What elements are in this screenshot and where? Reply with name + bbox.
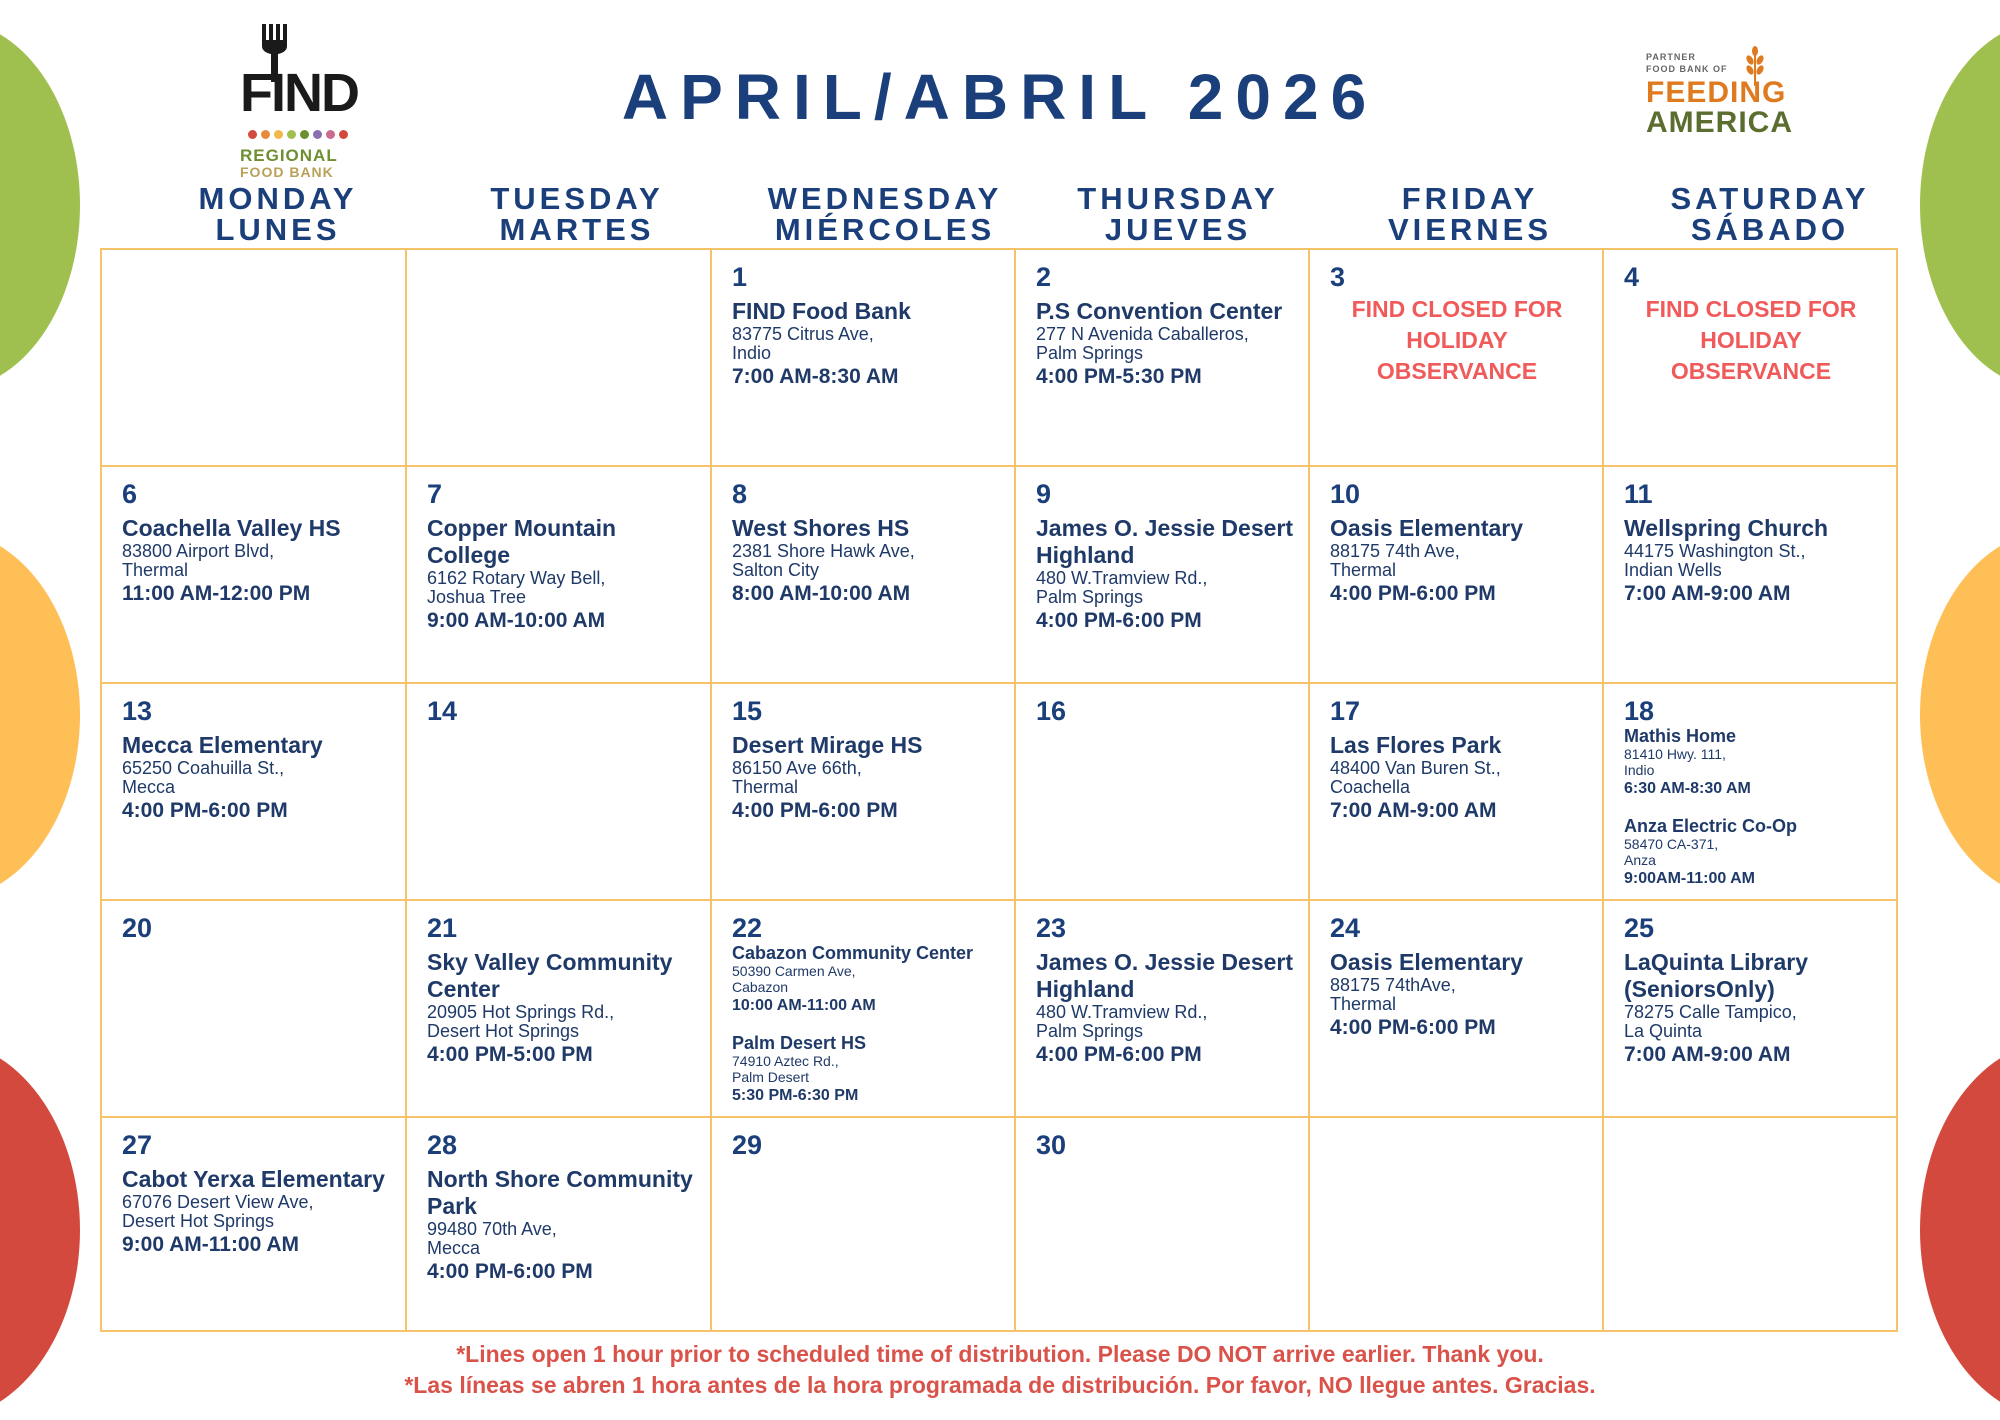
calendar-day-cell: [710, 1116, 1016, 1332]
distribution-event: [732, 732, 1002, 824]
event-address: 74910 Aztec Rd.,: [732, 1053, 839, 1069]
event-address: 58470 CA-371,: [1624, 836, 1719, 852]
day-header-en: WEDNESDAY: [767, 181, 1003, 216]
event-time: 9:00 AM-10:00 AM: [427, 609, 606, 632]
event-city: Thermal: [1330, 560, 1397, 580]
event-city: Thermal: [1330, 994, 1397, 1014]
calendar-day-cell: [710, 248, 1016, 467]
day-number: 4: [1624, 262, 1640, 292]
day-number: 24: [1330, 913, 1361, 943]
day-number: 17: [1330, 696, 1361, 726]
fa-partner-text: PARTNER: [1646, 52, 1696, 62]
calendar-day-cell: [100, 1116, 407, 1332]
calendar-day-cell: [405, 465, 712, 684]
distribution-event: [1330, 515, 1590, 607]
closed-notice-line: OBSERVANCE: [1670, 358, 1832, 384]
calendar-day-cell: [1602, 899, 1898, 1118]
calendar-day-cell: [1602, 248, 1898, 467]
distribution-event: [1624, 726, 1884, 800]
day-header-tuesday: [477, 183, 677, 245]
event-location-name: Cabazon Community Center: [732, 943, 974, 963]
event-location-name: West Shores HS: [732, 515, 910, 541]
day-header-thursday: [1058, 183, 1298, 245]
event-location-name: Las Flores Park: [1330, 732, 1502, 758]
event-time: 4:00 PM-5:00 PM: [427, 1043, 593, 1066]
distribution-event: [1330, 732, 1590, 824]
day-number: 28: [427, 1130, 458, 1160]
distribution-event: [1624, 515, 1884, 607]
event-address: 83775 Citrus Ave,: [732, 324, 874, 344]
calendar-day-cell: [1014, 899, 1310, 1118]
calendar-day-cell: [1014, 682, 1310, 901]
day-header-es: JUEVES: [1104, 212, 1252, 247]
closed-notice-line: HOLIDAY: [1406, 327, 1508, 353]
event-time: 4:00 PM-5:30 PM: [1036, 365, 1202, 388]
day-number: 3: [1330, 262, 1346, 292]
calendar-day-cell: [1308, 1116, 1604, 1332]
distribution-event: [732, 1033, 1002, 1107]
calendar-day-cell: [1308, 899, 1604, 1118]
footer-note-es: *Las líneas se abren 1 hora antes de la hora programada de distribución. Por favor, NO llegue antes. Gracias.: [404, 1372, 1596, 1398]
day-number: 14: [427, 696, 458, 726]
calendar-day-cell: [1602, 682, 1898, 901]
day-header-en: MONDAY: [198, 181, 358, 216]
event-city: Palm Springs: [1036, 1021, 1144, 1041]
day-number: 15: [732, 696, 763, 726]
event-address: 20905 Hot Springs Rd.,: [427, 1002, 615, 1022]
distribution-event: [1036, 949, 1296, 1068]
event-address: 277 N Avenida Caballeros,: [1036, 324, 1249, 344]
closed-notice-line: OBSERVANCE: [1376, 358, 1538, 384]
event-address: 81410 Hwy. 111,: [1624, 746, 1726, 762]
event-time: 4:00 PM-6:00 PM: [427, 1260, 593, 1283]
distribution-event: [122, 732, 393, 824]
event-city: Coachella: [1330, 777, 1411, 797]
day-number: 22: [732, 913, 763, 943]
day-number: 16: [1036, 696, 1067, 726]
event-time: 4:00 PM-6:00 PM: [1036, 609, 1202, 632]
event-address: 2381 Shore Hawk Ave,: [732, 541, 915, 561]
event-city: Mecca: [427, 1238, 481, 1258]
calendar-day-cell: [405, 899, 712, 1118]
day-header-friday: [1370, 183, 1570, 245]
event-location-name: Cabot Yerxa Elementary: [122, 1166, 385, 1192]
day-header-en: THURSDAY: [1077, 181, 1279, 216]
calendar-day-cell: [710, 899, 1016, 1118]
event-address: 67076 Desert View Ave,: [122, 1192, 314, 1212]
event-address: 44175 Washington St.,: [1624, 541, 1806, 561]
event-address: 88175 74th Ave,: [1330, 541, 1460, 561]
distribution-event: [427, 1166, 698, 1285]
day-number: 1: [732, 262, 748, 292]
event-time: 6:30 AM-8:30 AM: [1624, 780, 1751, 797]
event-location-name: North Shore Community Park: [427, 1166, 693, 1219]
distribution-event: [732, 298, 1002, 390]
calendar-day-cell: [1308, 465, 1604, 684]
event-address: 86150 Ave 66th,: [732, 758, 862, 778]
day-header-es: MARTES: [499, 212, 655, 247]
day-number: 25: [1624, 913, 1655, 943]
calendar-day-cell: [1014, 1116, 1310, 1332]
event-city: Salton City: [732, 560, 820, 580]
calendar-day-cell: [1014, 465, 1310, 684]
event-location-name: Copper Mountain College: [427, 515, 617, 568]
day-number: 10: [1330, 479, 1361, 509]
event-city: Desert Hot Springs: [427, 1021, 580, 1041]
closed-notice-line: FIND CLOSED FOR: [1645, 296, 1857, 322]
calendar-day-cell: [1602, 465, 1898, 684]
event-city: Palm Desert: [732, 1069, 810, 1085]
day-number: 27: [122, 1130, 153, 1160]
event-location-name: Wellspring Church: [1624, 515, 1829, 541]
event-city: Indio: [1624, 762, 1655, 778]
event-time: 5:30 PM-6:30 PM: [732, 1087, 859, 1104]
distribution-event: [427, 949, 698, 1068]
calendar-day-cell: [710, 465, 1016, 684]
calendar-day-cell: [405, 1116, 712, 1332]
event-time: 4:00 PM-6:00 PM: [1036, 1043, 1202, 1066]
event-address: 480 W.Tramview Rd.,: [1036, 1002, 1208, 1022]
event-address: 48400 Van Buren St.,: [1330, 758, 1501, 778]
day-number: 23: [1036, 913, 1067, 943]
event-time: 10:00 AM-11:00 AM: [732, 997, 876, 1014]
event-address: 88175 74thAve,: [1330, 975, 1456, 995]
event-location-name: Desert Mirage HS: [732, 732, 923, 758]
event-city: Palm Springs: [1036, 343, 1144, 363]
closed-notice-line: HOLIDAY: [1700, 327, 1802, 353]
find-logo-line1: REGIONAL: [240, 146, 338, 165]
distribution-event: [122, 515, 393, 607]
day-header-en: FRIDAY: [1401, 181, 1539, 216]
event-time: 4:00 PM-6:00 PM: [1330, 1016, 1496, 1039]
calendar-day-cell: [1014, 248, 1310, 467]
day-number: 9: [1036, 479, 1052, 509]
event-time: 11:00 AM-12:00 PM: [122, 582, 311, 605]
event-time: 4:00 PM-6:00 PM: [732, 799, 898, 822]
decorative-circle-orange-left: [0, 530, 80, 900]
event-address: 50390 Carmen Ave,: [732, 963, 856, 979]
day-number: 30: [1036, 1130, 1067, 1160]
event-time: 4:00 PM-6:00 PM: [122, 799, 288, 822]
event-location-name: Sky Valley Community Center: [427, 949, 673, 1002]
event-location-name: Oasis Elementary: [1330, 949, 1524, 975]
calendar-day-cell: [100, 248, 407, 467]
find-logo-line2: FOOD BANK: [240, 164, 334, 180]
event-city: Mecca: [122, 777, 176, 797]
day-number: 6: [122, 479, 138, 509]
calendar-grid: [100, 248, 1896, 1330]
event-city: Indio: [732, 343, 772, 363]
closed-notice: [1310, 294, 1604, 387]
event-time: 7:00 AM-8:30 AM: [732, 365, 899, 388]
distribution-event: [122, 1166, 393, 1258]
day-header-es: SÁBADO: [1690, 212, 1850, 247]
distribution-event: [427, 515, 698, 634]
day-header-en: SATURDAY: [1670, 181, 1870, 216]
event-city: Joshua Tree: [427, 587, 527, 607]
day-header-es: LUNES: [215, 212, 341, 247]
day-number: 29: [732, 1130, 763, 1160]
event-city: Palm Springs: [1036, 587, 1144, 607]
fa-america-word: AMERICA: [1646, 106, 1793, 139]
event-location-name: James O. Jessie Desert Highland: [1036, 949, 1294, 1002]
distribution-event: [1624, 816, 1884, 890]
calendar-day-cell: [1308, 682, 1604, 901]
day-header-monday: [178, 183, 378, 245]
event-location-name: Mathis Home: [1624, 726, 1737, 746]
event-time: 7:00 AM-9:00 AM: [1330, 799, 1497, 822]
calendar-day-cell: [405, 682, 712, 901]
event-location-name: P.S Convention Center: [1036, 298, 1283, 324]
event-city: La Quinta: [1624, 1021, 1703, 1041]
day-header-es: MIÉRCOLES: [774, 212, 996, 247]
day-number: 21: [427, 913, 458, 943]
event-city: Cabazon: [732, 979, 789, 995]
event-city: Thermal: [122, 560, 189, 580]
distribution-event: [1036, 298, 1296, 390]
day-number: 13: [122, 696, 153, 726]
day-header-wednesday: [760, 183, 1010, 245]
event-city: Anza: [1624, 852, 1656, 868]
event-address: 65250 Coahuilla St.,: [122, 758, 285, 778]
find-logo-word: FIND: [240, 63, 358, 123]
calendar-day-cell: [100, 465, 407, 684]
day-number: 11: [1624, 479, 1653, 509]
event-time: 4:00 PM-6:00 PM: [1330, 582, 1496, 605]
event-city: Thermal: [732, 777, 799, 797]
distribution-event: [1624, 949, 1884, 1068]
fa-feeding-word: FEEDING: [1646, 76, 1787, 109]
event-location-name: Coachella Valley HS: [122, 515, 341, 541]
event-address: 83800 Airport Blvd,: [122, 541, 275, 561]
footer-note-en: *Lines open 1 hour prior to scheduled time of distribution. Please DO NOT arrive earlier. Thank you.: [456, 1341, 1544, 1367]
event-location-name: James O. Jessie Desert Highland: [1036, 515, 1294, 568]
distribution-event: [1330, 949, 1590, 1041]
distribution-event: [732, 515, 1002, 607]
calendar-day-cell: [1308, 248, 1604, 467]
event-time: 9:00 AM-11:00 AM: [122, 1233, 300, 1256]
calendar-day-cell: [405, 248, 712, 467]
day-header-en: TUESDAY: [490, 181, 664, 216]
event-city: Indian Wells: [1624, 560, 1722, 580]
calendar-day-cell: [1602, 1116, 1898, 1332]
closed-notice: [1604, 294, 1898, 387]
day-header-saturday: [1660, 183, 1880, 245]
closed-notice-line: FIND CLOSED FOR: [1351, 296, 1563, 322]
day-number: 8: [732, 479, 748, 509]
event-address: 6162 Rotary Way Bell,: [427, 568, 606, 588]
day-header-es: VIERNES: [1387, 212, 1553, 247]
fa-foodbank-text: FOOD BANK OF: [1646, 64, 1728, 74]
event-address: 78275 Calle Tampico,: [1624, 1002, 1797, 1022]
day-number: 18: [1624, 696, 1655, 726]
calendar-day-cell: [100, 899, 407, 1118]
event-address: 99480 70th Ave,: [427, 1219, 557, 1239]
calendar-day-cell: [100, 682, 407, 901]
decorative-circle-orange-right: [1920, 530, 2000, 900]
distribution-event: [732, 943, 1002, 1017]
event-time: 7:00 AM-9:00 AM: [1624, 582, 1791, 605]
day-number: 2: [1036, 262, 1052, 292]
event-city: Desert Hot Springs: [122, 1211, 275, 1231]
event-location-name: Mecca Elementary: [122, 732, 323, 758]
event-location-name: FIND Food Bank: [732, 298, 911, 324]
day-number: 20: [122, 913, 153, 943]
event-time: 7:00 AM-9:00 AM: [1624, 1043, 1791, 1066]
day-number: 7: [427, 479, 443, 509]
page-title: APRIL/ABRIL 2026: [621, 61, 1379, 133]
event-address: 480 W.Tramview Rd.,: [1036, 568, 1208, 588]
distribution-event: [1036, 515, 1296, 634]
event-location-name: Anza Electric Co-Op: [1624, 816, 1798, 836]
calendar-day-cell: [710, 682, 1016, 901]
event-time: 9:00AM-11:00 AM: [1624, 870, 1756, 887]
event-location-name: Oasis Elementary: [1330, 515, 1524, 541]
event-location-name: LaQuinta Library (SeniorsOnly): [1624, 949, 1809, 1002]
event-location-name: Palm Desert HS: [732, 1033, 867, 1053]
event-time: 8:00 AM-10:00 AM: [732, 582, 911, 605]
